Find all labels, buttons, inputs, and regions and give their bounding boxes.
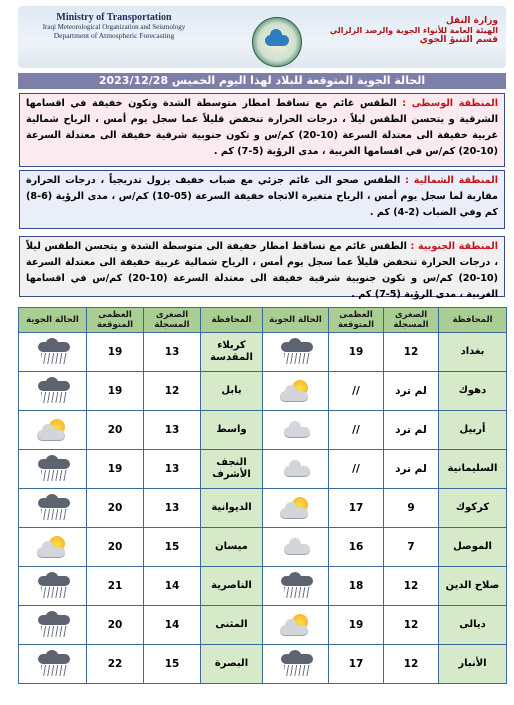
region-north-box [19, 170, 505, 229]
min-temp-cell: 13 [144, 489, 201, 528]
cloud-icon [276, 534, 316, 560]
table-row [19, 333, 507, 372]
min-temp-cell: 13 [144, 450, 201, 489]
governorate-cell: الموصل [439, 528, 507, 567]
max-temp-cell: 19 [329, 606, 384, 645]
governorate-cell: ميسان [201, 528, 263, 567]
page-header [18, 6, 506, 68]
weather-cell [263, 606, 329, 645]
weather-cell [19, 333, 87, 372]
weather-cell [19, 606, 87, 645]
weather-cell [263, 411, 329, 450]
rain-cloud-icon [33, 612, 73, 638]
department-name-en: Department of Atmospheric Forecasting [53, 31, 175, 40]
weather-cell [19, 528, 87, 567]
table-row [19, 645, 507, 684]
col-header-wx: الحالة الجوية [263, 308, 329, 333]
min-temp-cell: 15 [144, 645, 201, 684]
region-central-text: الطقس غائم مع تساقط امطار متوسطة الشدة وتكون خفيفة في اقسامها الشرقية و يتحسن الطقس ليلاً ، درجات الحرارة تنخفض قليلاً عما سجل يوم أمس ، الرياح شمالية غربية خفيفة الى معتدلة السرعة (10-20) كم/س و تكون جنوبية شرقية خفيفة الى معتدلة السرعة (10-20) كم/س في اقسامها الغربية ، مدى الرؤية (5-7) كم . [26, 98, 498, 157]
governorate-cell: ديالى [439, 606, 507, 645]
weather-cell [263, 528, 329, 567]
governorate-cell: كركوك [439, 489, 507, 528]
arabic-ministry-block [298, 16, 498, 45]
governorate-cell: الناصرية [201, 567, 263, 606]
governorate-cell: الديوانية [201, 489, 263, 528]
sun-behind-cloud-icon [33, 417, 73, 443]
region-south-name: المنطقة الجنوبية : [410, 241, 498, 252]
governorate-cell: صلاح الدين [439, 567, 507, 606]
max-temp-cell: // [329, 411, 384, 450]
min-temp-cell: 12 [144, 372, 201, 411]
col-header-max: العظمى المتوقعة [87, 308, 144, 333]
weather-cell [19, 489, 87, 528]
max-temp-cell: 20 [87, 528, 144, 567]
table-row [19, 567, 507, 606]
region-north-name: المنطقة الشمالية : [405, 175, 498, 186]
min-temp-cell: 13 [144, 411, 201, 450]
english-ministry-block [24, 12, 204, 40]
col-header-min: الصغرى المسجلة [144, 308, 201, 333]
max-temp-cell: // [329, 372, 384, 411]
rain-cloud-icon [33, 495, 73, 521]
region-north-text: الطقس صحو الى غائم جزئي مع ضباب خفيف يزول تدريجياً ، درجات الحرارة مقاربة لما سجل يوم أمس ، الرياح متغيرة الاتجاه خفيفة السرعة (05-10) كم/س ، مدى الرؤية (6-8) كم وفي الضباب (2-4) كم . [26, 175, 498, 218]
rain-cloud-icon [33, 339, 73, 365]
weather-cell [263, 372, 329, 411]
organization-name-en: Iraqi Meteorological Organization and Seismology [42, 23, 186, 31]
min-temp-cell: 13 [144, 333, 201, 372]
forecast-table [18, 307, 507, 684]
sun-behind-cloud-icon [276, 612, 316, 638]
rain-cloud-icon [33, 378, 73, 404]
max-temp-cell: 19 [87, 333, 144, 372]
col-header-max: العظمى المتوقعة [329, 308, 384, 333]
weather-cell [19, 372, 87, 411]
weather-cell [263, 567, 329, 606]
governorate-cell: بغداد [439, 333, 507, 372]
region-south-box [19, 236, 505, 300]
forecast-title: الحالة الجوية المتوقعة للبلاد لهذا اليوم الخميس 2023/12/28 [18, 73, 506, 89]
ministry-name-en: Ministry of Transportation [56, 12, 172, 23]
min-temp-cell: 12 [384, 567, 439, 606]
table-row [19, 411, 507, 450]
governorate-cell: أربيل [439, 411, 507, 450]
max-temp-cell: 18 [329, 567, 384, 606]
governorate-cell: الأنبار [439, 645, 507, 684]
max-temp-cell: 20 [87, 606, 144, 645]
max-temp-cell: 20 [87, 489, 144, 528]
governorate-cell: النجف الأشرف [201, 450, 263, 489]
max-temp-cell: 21 [87, 567, 144, 606]
rain-cloud-icon [33, 456, 73, 482]
table-row [19, 450, 507, 489]
sun-behind-cloud-icon [276, 495, 316, 521]
max-temp-cell: 19 [87, 372, 144, 411]
rain-cloud-icon [276, 339, 316, 365]
organization-name-ar: الهيئة العامة للأنواء الجوية والرصد الزلزالي [329, 26, 498, 35]
min-temp-cell: 7 [384, 528, 439, 567]
max-temp-cell: // [329, 450, 384, 489]
rain-cloud-icon [276, 573, 316, 599]
col-header-gov: المحافظة [439, 308, 507, 333]
governorate-cell: دهوك [439, 372, 507, 411]
table-row [19, 528, 507, 567]
min-temp-cell: 12 [384, 333, 439, 372]
max-temp-cell: 17 [329, 489, 384, 528]
min-temp-cell: 12 [384, 606, 439, 645]
min-temp-cell: 14 [144, 567, 201, 606]
region-central-box [19, 93, 505, 167]
min-temp-cell: 15 [144, 528, 201, 567]
cloud-icon [276, 417, 316, 443]
rain-cloud-icon [276, 651, 316, 677]
max-temp-cell: 19 [87, 450, 144, 489]
weather-cell [263, 333, 329, 372]
max-temp-cell: 16 [329, 528, 384, 567]
min-temp-cell: 14 [144, 606, 201, 645]
weather-cell [19, 450, 87, 489]
rain-cloud-icon [33, 651, 73, 677]
governorate-cell: السليمانية [439, 450, 507, 489]
meteorological-logo-icon [252, 17, 302, 67]
region-south-text: الطقس غائم مع تساقط امطار خفيفة الى متوسطة الشدة و يتحسن الطقس ليلاً ، درجات الحرارة تنخفض قليلاً عما سجل يوم أمس ، الرياح شمالية غربية خفيفة الى معتدلة السرعة (10-20) كم/س و تكون جنوبية شرقية خفيفة الى معتدلة السرعة (10-20) كم/س في اقسامها الغربية ، مدى الرؤية (5-7) كم . [26, 241, 498, 300]
min-temp-cell: لم ترد [384, 372, 439, 411]
weather-cell [263, 489, 329, 528]
table-row [19, 372, 507, 411]
min-temp-cell: 9 [384, 489, 439, 528]
table-row [19, 489, 507, 528]
cloud-icon [276, 456, 316, 482]
governorate-cell: البصرة [201, 645, 263, 684]
governorate-cell: بابل [201, 372, 263, 411]
weather-cell [19, 567, 87, 606]
min-temp-cell: 12 [384, 645, 439, 684]
sun-behind-cloud-icon [276, 378, 316, 404]
weather-cell [263, 450, 329, 489]
table-header-row [19, 308, 507, 333]
sun-behind-cloud-icon [33, 534, 73, 560]
max-temp-cell: 22 [87, 645, 144, 684]
governorate-cell: واسط [201, 411, 263, 450]
col-header-gov: المحافظة [201, 308, 263, 333]
region-central-name: المنطقة الوسطى : [402, 98, 499, 109]
weather-cell [19, 411, 87, 450]
rain-cloud-icon [33, 573, 73, 599]
min-temp-cell: لم ترد [384, 411, 439, 450]
col-header-wx: الحالة الجوية [19, 308, 87, 333]
ministry-name-ar: وزارة النقل [445, 16, 498, 26]
weather-cell [19, 645, 87, 684]
governorate-cell: المثنى [201, 606, 263, 645]
governorate-cell: كربلاء المقدسة [201, 333, 263, 372]
max-temp-cell: 20 [87, 411, 144, 450]
col-header-min: الصغرى المسجلة [384, 308, 439, 333]
table-row [19, 606, 507, 645]
department-name-ar: قسم التنبؤ الجوي [419, 35, 498, 45]
min-temp-cell: لم ترد [384, 450, 439, 489]
weather-cell [263, 645, 329, 684]
max-temp-cell: 19 [329, 333, 384, 372]
max-temp-cell: 17 [329, 645, 384, 684]
